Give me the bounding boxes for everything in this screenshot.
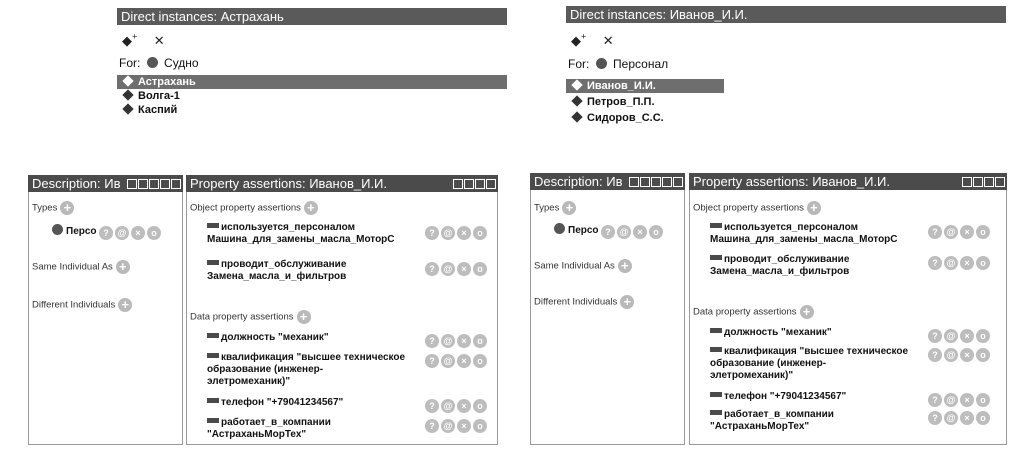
edit-icon[interactable]: o [649, 225, 663, 239]
explain-icon[interactable]: ? [99, 226, 113, 240]
add-type-icon[interactable]: + [60, 201, 74, 215]
annotate-icon[interactable]: @ [441, 419, 455, 433]
type-value: Персо [568, 225, 599, 236]
data-assertions-label: Data property assertions [693, 306, 797, 318]
annotate-icon[interactable]: @ [944, 329, 958, 343]
object-assertion-row[interactable]: проводит_обслуживание Замена_масла_и_фильтров [207, 259, 347, 282]
object-property-icon [710, 255, 722, 260]
explain-icon[interactable]: ? [601, 225, 615, 239]
object-assertions-label: Object property assertions [190, 202, 301, 214]
instances-panel-title: Direct instances: Астрахань [117, 8, 507, 25]
instance-item[interactable]: Петров_П.П. [566, 95, 724, 109]
instance-item[interactable]: Астрахань [117, 75, 507, 89]
explain-icon[interactable]: ? [928, 225, 942, 239]
data-assertion-row[interactable]: работает_в_компании "АстраханьМорТех" [710, 409, 834, 432]
object-assertions-label: Object property assertions [693, 202, 804, 214]
edit-icon[interactable]: o [473, 354, 487, 368]
data-property-icon [207, 333, 219, 338]
add-type-icon[interactable]: + [562, 201, 576, 215]
type-row-buttons [99, 223, 163, 241]
add-individual-icon[interactable]: ◆+ [571, 32, 587, 49]
instances-panel-title: Direct instances: Иванов_И.И. [566, 6, 1006, 23]
add-object-assertion-icon[interactable]: + [304, 201, 318, 215]
remove-icon[interactable]: × [960, 411, 974, 425]
for-label: For: [119, 56, 141, 70]
data-property-icon [207, 418, 219, 423]
annotate-icon[interactable]: @ [617, 225, 631, 239]
property-assertions-panel-right [689, 173, 1007, 445]
remove-icon[interactable]: × [131, 226, 145, 240]
data-assertion-row[interactable]: телефон "+79041234567" [207, 397, 425, 409]
explain-icon[interactable]: ? [928, 348, 942, 362]
edit-icon[interactable]: o [976, 225, 990, 239]
remove-icon[interactable]: × [457, 334, 471, 348]
data-assertion-row[interactable]: должность "механик" [207, 332, 425, 344]
annotate-icon[interactable]: @ [944, 225, 958, 239]
different-individuals-label: Different Individuals [32, 299, 116, 311]
edit-icon[interactable]: o [473, 262, 487, 276]
annotate-icon[interactable]: @ [441, 354, 455, 368]
instance-item[interactable]: Сидоров_С.С. [566, 111, 724, 125]
remove-icon[interactable]: × [960, 329, 974, 343]
instance-item[interactable]: Волга-1 [117, 89, 507, 103]
add-data-assertion-icon[interactable]: + [297, 310, 311, 324]
edit-icon[interactable]: o [976, 411, 990, 425]
data-property-icon [207, 398, 219, 403]
object-property-icon [207, 223, 219, 228]
edit-icon[interactable]: o [473, 226, 487, 240]
remove-icon[interactable]: × [457, 354, 471, 368]
add-data-assertion-icon[interactable]: + [800, 305, 814, 319]
data-property-icon [710, 410, 722, 415]
instance-list [117, 75, 507, 117]
object-assertion-row[interactable]: проводит_обслуживание Замена_масла_и_фильтров [710, 254, 850, 277]
for-class: Персонал [613, 57, 669, 71]
type-row-buttons [601, 222, 665, 240]
remove-icon[interactable]: × [633, 225, 647, 239]
annotate-icon[interactable]: @ [441, 262, 455, 276]
instance-item[interactable]: Каспий [117, 103, 507, 117]
object-property-icon [207, 260, 219, 265]
data-assertion-row[interactable]: квалификация "высшее техническое образование (инженер- элетромеханик)" [710, 346, 909, 381]
add-different-icon[interactable]: + [620, 295, 634, 309]
class-icon [147, 57, 158, 68]
individual-icon [122, 75, 133, 86]
annotate-icon[interactable]: @ [944, 393, 958, 407]
data-property-icon [710, 392, 722, 397]
explain-icon[interactable]: ? [928, 329, 942, 343]
individual-icon [122, 89, 133, 100]
remove-icon[interactable]: × [960, 225, 974, 239]
explain-icon[interactable]: ? [928, 393, 942, 407]
individual-icon [571, 79, 582, 90]
individual-icon [122, 103, 133, 114]
class-icon [52, 224, 63, 235]
annotate-icon[interactable]: @ [115, 226, 129, 240]
remove-icon[interactable]: × [960, 393, 974, 407]
individual-icon [571, 95, 582, 106]
annotate-icon[interactable]: @ [944, 411, 958, 425]
data-assertion-row[interactable]: квалификация "высшее техническое образование (инженер- элетромеханик)" [207, 352, 406, 387]
add-object-assertion-icon[interactable]: + [807, 201, 821, 215]
data-assertion-row[interactable]: должность "механик" [710, 327, 928, 339]
class-icon [554, 223, 565, 234]
explain-icon[interactable]: ? [928, 411, 942, 425]
data-assertion-row[interactable]: телефон "+79041234567" [710, 391, 928, 403]
object-assertion-row[interactable]: используется_персоналом Машина_для_замены_масла_МоторС [710, 222, 898, 245]
add-different-icon[interactable]: + [118, 298, 132, 312]
individual-icon [571, 111, 582, 122]
edit-icon[interactable]: o [976, 256, 990, 270]
window-buttons[interactable] [126, 175, 181, 192]
types-label: Types [534, 202, 560, 214]
property-assertions-title: Property assertions: Иванов_И.И. [190, 176, 388, 191]
type-value: Персо [66, 226, 97, 237]
description-title: Description: Ив [534, 174, 623, 189]
description-title: Description: Ив [32, 176, 121, 191]
window-buttons[interactable] [961, 173, 1005, 190]
add-same-icon[interactable]: + [116, 260, 130, 274]
delete-individual-icon[interactable]: ✕ [602, 33, 614, 49]
data-property-icon [710, 328, 722, 333]
annotate-icon[interactable]: @ [441, 334, 455, 348]
remove-icon[interactable]: × [457, 399, 471, 413]
explain-icon[interactable]: ? [928, 256, 942, 270]
edit-icon[interactable]: o [976, 329, 990, 343]
edit-icon[interactable]: o [147, 226, 161, 240]
explain-icon[interactable]: ? [425, 399, 439, 413]
annotate-icon[interactable]: @ [944, 256, 958, 270]
remove-icon[interactable]: × [960, 348, 974, 362]
explain-icon[interactable]: ? [425, 419, 439, 433]
annotate-icon[interactable]: @ [441, 399, 455, 413]
edit-icon[interactable]: o [976, 393, 990, 407]
same-individual-label: Same Individual As [32, 261, 113, 273]
remove-icon[interactable]: × [960, 256, 974, 270]
explain-icon[interactable]: ? [425, 334, 439, 348]
edit-icon[interactable]: o [473, 334, 487, 348]
edit-icon[interactable]: o [473, 419, 487, 433]
object-property-icon [710, 223, 722, 228]
remove-icon[interactable]: × [457, 226, 471, 240]
instance-item[interactable]: Иванов_И.И. [566, 79, 724, 93]
delete-individual-icon[interactable]: ✕ [153, 33, 165, 49]
explain-icon[interactable]: ? [425, 226, 439, 240]
edit-icon[interactable]: o [976, 348, 990, 362]
add-individual-icon[interactable]: ◆+ [122, 32, 138, 49]
remove-icon[interactable]: × [457, 419, 471, 433]
instances-panel-right [566, 6, 1006, 144]
explain-icon[interactable]: ? [425, 354, 439, 368]
same-individual-label: Same Individual As [534, 260, 615, 272]
window-buttons[interactable] [452, 175, 496, 192]
remove-icon[interactable]: × [457, 262, 471, 276]
object-assertion-row[interactable]: используется_персоналом Машина_для_замены_масла_МоторС [207, 222, 395, 245]
for-label: For: [568, 57, 590, 71]
property-assertions-panel-left [186, 175, 498, 445]
property-assertions-title: Property assertions: Иванов_И.И. [693, 174, 891, 189]
data-property-icon [710, 347, 722, 352]
for-class: Судно [164, 56, 199, 70]
annotate-icon[interactable]: @ [944, 348, 958, 362]
edit-icon[interactable]: o [473, 399, 487, 413]
instances-panel-left [117, 8, 507, 138]
different-individuals-label: Different Individuals [534, 296, 618, 308]
data-assertions-label: Data property assertions [190, 311, 294, 323]
class-icon [596, 58, 607, 69]
description-panel-right [530, 173, 685, 445]
types-label: Types [32, 202, 58, 214]
window-buttons[interactable] [628, 173, 683, 190]
annotate-icon[interactable]: @ [441, 226, 455, 240]
explain-icon[interactable]: ? [425, 262, 439, 276]
instance-list [566, 79, 724, 125]
data-property-icon [207, 353, 219, 358]
description-panel-left [28, 175, 183, 445]
add-same-icon[interactable]: + [618, 259, 632, 273]
data-assertion-row[interactable]: работает_в_компании "АстраханьМорТех" [207, 417, 331, 440]
